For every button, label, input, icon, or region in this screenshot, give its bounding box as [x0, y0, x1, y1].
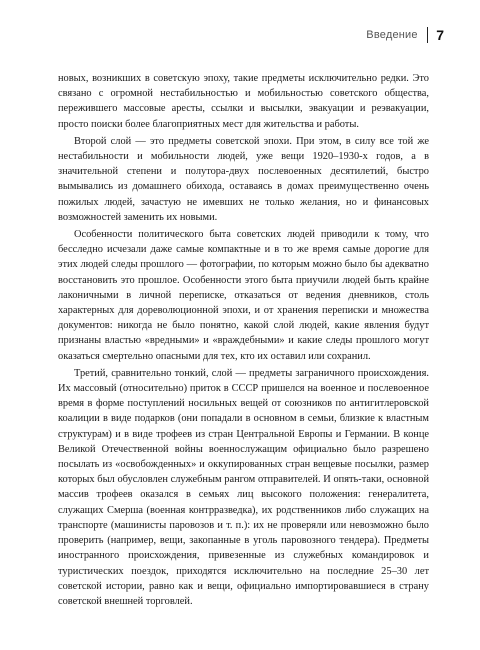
- paragraph-2: Второй слой — это предметы советской эпохи. При этом, в силу все той же нестабильности и мобильности людей, уже вещи 1920–1930-х годов, а в значительной степени и полутора-двух послевоенных десятилетий, быстро вымывались из домашнего обихода, оставаясь в домах преимущественно очень пожилых людей, зачастую не имевших не только желания, но и финансовых возможностей заменить их новыми.: [58, 135, 429, 223]
- page-number: 7: [436, 27, 444, 43]
- paragraph-1: новых, возникших в советскую эпоху, такие предметы исключительно редки. Это связано с огромной нестабильностью и мобильностью советского общества, пережившего массовые аресты, ссылки и высылки, эвакуации и реэвакуации, просто поиски более благоприятных мест для жительства и работы.: [58, 73, 429, 130]
- section-title: Введение: [366, 29, 418, 41]
- paragraph-3: Особенности политического быта советских людей приводили к тому, что бесследно исчезали даже самые компактные и в то же время самые дорогие для этих людей следы прошлого — фотографии, по которым можно было бы адекватно восстановить это прошлое. Особенности этого быта приучили людей быть крайне лаконичными в личной переписке, отказаться от ведения дневников, столь характерных для дореволюционной эпохи, и от хранения переписки и множества документов: никогда не было понятно, какой слой людей, какие явления будут признаны властью «вредными» и «враждебными» и какие следы прошлого могут оказаться смертельно опасными для тех, кто их оставил или сохранил.: [58, 229, 429, 362]
- running-header: [366, 27, 444, 43]
- paragraph-4: Третий, сравнительно тонкий, слой — предметы заграничного происхождения. Их массовый (относительно) приток в СССР пришелся на военное и послевоенное время в форме поступлений носильных вещей от союзников по антигитлеровской коалиции в виде подарков (они попадали в основном в семьи, близкие к властным структурам) и в виде трофеев из стран Центральной Европы и Германии. В конце Великой Отечественной войны военнослужащим официально было разрешено посылать из «освобожденных» и оккупированных стран вещевые посылки, размер которых был обусловлен служебным рангом отправителей. И опять-таки, основной массив трофеев оказался в семьях лиц высокого положения: генералитета, служащих Смерша (военная контрразведка), их родственников либо служащих на транспорте (машинисты паровозов и т. п.): их не проверяли или невозможно было проверить (например, вещи, закопанные в уголь паровозного тендера). Предметы иностранного происхождения, привезенные из служебных командировок и туристических поездок, приходятся исключительно на последние 25–30 лет советской истории, равно как и вещи, официально импортировавшиеся в страну советской внешней торговлей.: [58, 367, 429, 607]
- body-text: [58, 71, 429, 609]
- header-separator: [427, 27, 429, 43]
